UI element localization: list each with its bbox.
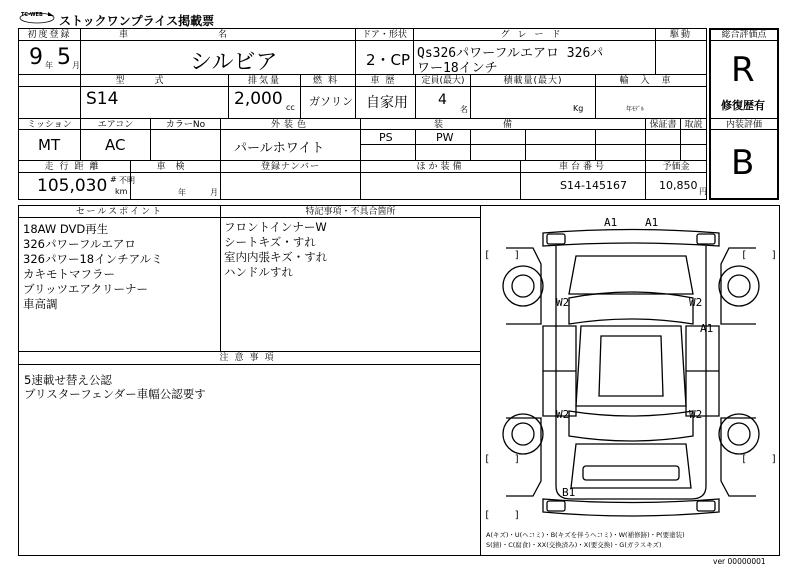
- mission-header: ミッション: [27, 120, 72, 130]
- grade-line2: ワー18インチ: [417, 61, 498, 76]
- cautions-header: 注意事項: [219, 353, 280, 363]
- diagram-legend-line1: A(キズ)・U(ヘコミ)・B(キズを伴うヘコミ)・W(補修跡)・P(要塗装): [486, 531, 685, 539]
- interior-score: B: [731, 143, 755, 183]
- bracket-fr-open: [: [741, 250, 748, 261]
- price-value: 10,850: [659, 179, 698, 192]
- notes-defects-list: [224, 220, 327, 280]
- bracket-fl-close: ]: [514, 250, 521, 261]
- history-value: 自家用: [366, 95, 408, 111]
- bracket-rr-close: ]: [771, 454, 778, 465]
- equipment-header: 装備: [433, 120, 572, 130]
- bracket-fl-open: [: [484, 250, 491, 261]
- mileage-unknown: 不明: [119, 176, 135, 185]
- version-text: ver 00000001: [713, 557, 766, 566]
- list-item: 326パワーフルエアロ: [23, 237, 136, 251]
- km-unit: km: [115, 187, 128, 196]
- first-reg-year: 9: [29, 45, 43, 70]
- car-damage-diagram: [481, 206, 779, 555]
- cautions-list: [24, 373, 206, 401]
- list-item: 5速載せ替え公認: [24, 373, 112, 387]
- logo-text: TC-WEB: [21, 12, 43, 18]
- mission-value: MT: [38, 136, 61, 154]
- mileage-hash: #: [110, 175, 117, 184]
- equip-pw: PW: [436, 131, 454, 144]
- list-item: ブリッツエアクリーナー: [23, 282, 149, 296]
- mark-a1-top-left: A1: [604, 216, 618, 229]
- mark-w2-front-left: W2: [556, 296, 570, 309]
- list-item: 車高調: [23, 297, 58, 311]
- displacement-value: 2,000: [234, 89, 283, 109]
- price-header: 予価金: [662, 162, 690, 172]
- model-year-unit: 年ﾓﾃﾞﾙ: [626, 106, 645, 113]
- car-name-header: 車名: [118, 30, 317, 40]
- sales-points-list: [23, 222, 163, 312]
- year-unit: 年: [45, 61, 53, 70]
- history-header: 車歴: [370, 76, 401, 86]
- list-item: フロントインナーW: [224, 220, 327, 234]
- bracket-bottom-close: ]: [514, 510, 521, 521]
- bracket-rl-close: ]: [514, 454, 521, 465]
- cc-unit: cc: [286, 103, 295, 112]
- first-reg-month: 5: [57, 45, 71, 70]
- mark-w2-rear-right: W2: [689, 408, 703, 421]
- displacement-header: 排気量: [247, 76, 281, 86]
- interior-eval-header: 内装評価: [725, 120, 762, 130]
- model-value: S14: [86, 89, 119, 109]
- list-item: 18AW DVD再生: [23, 222, 109, 236]
- door-shape: 2・CP: [366, 51, 411, 69]
- list-item: ブリスターフェンダー車幅公認要す: [24, 387, 206, 401]
- capacity-header: 定員(最大): [421, 76, 465, 86]
- list-item: 室内内張キズ・すれ: [224, 250, 328, 264]
- overall-score: R: [731, 50, 755, 90]
- bracket-rl-open: [: [484, 454, 491, 465]
- exterior-color-header: 外装色: [270, 120, 310, 130]
- mark-a1-top-right: A1: [645, 216, 659, 229]
- fuel-header: 燃料: [312, 76, 343, 86]
- inspection-header: 車検: [156, 162, 195, 172]
- notes-defects-header: 特記事項・不具合箇所: [305, 207, 396, 217]
- chassis-no-value: S14-145167: [560, 179, 627, 192]
- overall-eval-header: 総合評価点: [721, 30, 767, 40]
- list-item: ハンドルすれ: [224, 265, 293, 279]
- diagram-legend-line2: S(錆)・C(腐食)・XX(交換済み)・X(要交換)・G(ガラスキズ): [486, 541, 662, 549]
- warranty-header: 保証書: [649, 120, 677, 130]
- bracket-rr-open: [: [741, 454, 748, 465]
- aircon-header: エアコン: [97, 120, 134, 130]
- list-item: 326パワー18インチアルミ: [23, 252, 163, 266]
- bracket-bottom-open: [: [484, 510, 491, 521]
- grade-line1: Qs326パワーフルエアロ 326パ: [417, 46, 604, 61]
- bracket-fr-close: ]: [771, 250, 778, 261]
- first-reg-header: 初度登録: [27, 30, 72, 40]
- tc-web-logo: [18, 9, 56, 23]
- mileage-value: 105,030: [37, 176, 108, 196]
- manual-header: 取説: [684, 120, 703, 130]
- import-header: 輸入車: [619, 76, 683, 86]
- other-equipment-header: ほか装備: [416, 162, 465, 172]
- list-item: シートキズ・すれ: [224, 235, 316, 249]
- kg-unit: Kg: [573, 104, 584, 113]
- exterior-color-value: パールホワイト: [234, 141, 325, 156]
- load-header: 積載量(最大): [503, 76, 563, 86]
- sales-points-header: セールスポイント: [75, 207, 164, 217]
- aircon-value: AC: [105, 136, 126, 154]
- yen-unit: 円: [699, 187, 707, 196]
- mark-a1-right: A1: [700, 322, 714, 335]
- mark-w2-rear-left: W2: [556, 408, 570, 421]
- door-shape-header: ドア・形状: [362, 30, 407, 40]
- capacity-value: 4: [438, 92, 447, 108]
- mark-w2-front-right: W2: [689, 296, 703, 309]
- drive-header: 駆動: [669, 30, 692, 40]
- plate-header: 登録ナンバー: [261, 162, 320, 172]
- equip-ps: PS: [379, 131, 393, 144]
- month-unit: 月: [72, 61, 80, 70]
- mileage-header: 走行距離: [44, 162, 105, 172]
- inspection-year-unit: 年: [178, 188, 186, 197]
- inspection-month-unit: 月: [210, 188, 218, 197]
- car-outline-icon: [481, 206, 779, 555]
- document-title: ストックワンプライス掲載票: [59, 14, 215, 28]
- model-header: 型式: [115, 76, 194, 86]
- mark-b1-bottom: B1: [562, 486, 576, 499]
- list-item: カキモトマフラー: [23, 267, 115, 281]
- car-name: シルビア: [190, 50, 278, 75]
- chassis-no-header: 車台番号: [558, 162, 607, 172]
- person-unit: 名: [460, 105, 468, 114]
- fuel-value: ガソリン: [309, 95, 353, 108]
- color-no-header: カラーNo: [165, 120, 206, 130]
- overall-note: 修復歴有: [721, 99, 765, 112]
- grade-header: グレード: [500, 30, 569, 40]
